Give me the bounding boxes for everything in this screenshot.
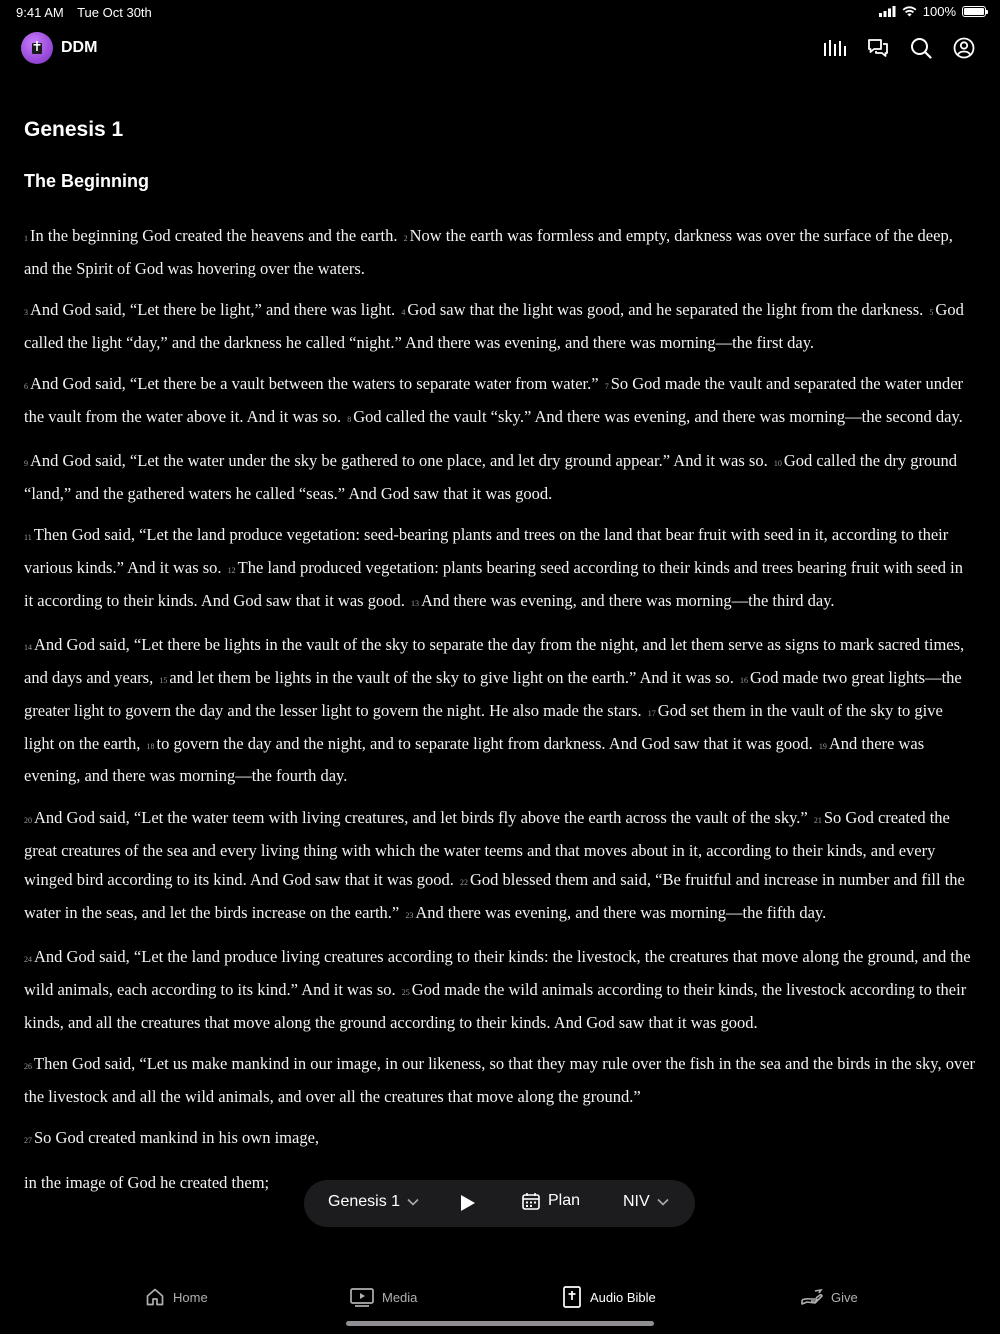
verse-paragraph [24, 1123, 976, 1156]
cellular-signal-icon [879, 6, 896, 17]
version-selector[interactable] [623, 1193, 670, 1211]
tab-home[interactable] [145, 1284, 208, 1310]
verse-text[interactable]: And there was evening, and there was morning—the fourth day. [24, 733, 925, 786]
battery-percent: 100% [922, 4, 956, 19]
tab-audio-bible[interactable] [562, 1284, 656, 1310]
verse-text[interactable]: So God created mankind in his own image, [34, 1128, 320, 1148]
verse-paragraph [24, 1049, 976, 1112]
verse-number[interactable]: 10 [773, 459, 782, 469]
tab-media[interactable] [350, 1284, 417, 1310]
verse-paragraph [24, 942, 976, 1037]
play-icon [460, 1194, 476, 1212]
verse-text[interactable]: God made the wild animals according to their kinds, the livestock according to their kinds, and all the creatures that move along the ground according to their kinds. And God saw that it was good. [24, 980, 967, 1033]
verse-number[interactable]: 25 [401, 988, 410, 998]
status-time: 9:41 AM [16, 5, 64, 20]
search-icon[interactable] [909, 36, 933, 60]
account-icon[interactable] [952, 36, 976, 60]
verse-number[interactable]: 4 [401, 308, 406, 318]
verse-number[interactable]: 11 [24, 533, 32, 543]
chat-icon[interactable] [866, 36, 890, 60]
verse-text[interactable]: God called the vault “sky.” And there was evening, and there was morning—the second day. [353, 406, 963, 426]
give-icon [801, 1289, 823, 1305]
verse-text[interactable]: So God made the vault and separated the water under the vault from the water above it. And it was so. [24, 374, 964, 426]
verse-number[interactable]: 1 [24, 234, 28, 243]
verse-paragraph [24, 221, 976, 284]
verse-text[interactable]: And God said, “Let the land produce living creatures according to their kinds: the livestock, the creatures that move along the ground, and the wild animals, each according to its kind.” And it was so. [24, 947, 971, 1000]
section-heading: The Beginning [24, 171, 149, 191]
chevron-down-icon [406, 1197, 420, 1207]
verse-text[interactable]: in the image of God he created them; [24, 1172, 270, 1192]
app-name: DDM [61, 39, 98, 56]
chapter-selector-label: Genesis 1 [328, 1193, 401, 1210]
app-logo[interactable] [21, 32, 53, 64]
verse-number[interactable]: 21 [813, 815, 822, 825]
verse-text[interactable]: And God said, “Let there be light,” and there was light. [30, 300, 396, 320]
verse-number[interactable]: 22 [460, 878, 468, 888]
tab-bar [0, 1280, 1000, 1314]
bible-content [24, 115, 976, 1270]
plan-label: Plan [548, 1192, 581, 1209]
calendar-icon [522, 1192, 540, 1210]
verse-text[interactable]: And there was evening, and there was morning—the third day. [420, 590, 835, 610]
plan-button[interactable] [522, 1192, 580, 1210]
verse-paragraph [24, 803, 976, 931]
verse-number[interactable]: 5 [929, 308, 934, 318]
verse-text[interactable]: Then God said, “Let us make mankind in our image, in our likeness, so that they may rule over the fish in the sea and the birds in the sky, over the livestock and all the wild animals, and over all the creatures that move along the ground.” [24, 1054, 976, 1107]
verse-number[interactable]: 19 [818, 741, 827, 751]
status-date: Tue Oct 30th [77, 5, 152, 20]
tab-give-label: Give [831, 1289, 858, 1305]
verse-paragraph [24, 369, 976, 435]
wifi-icon [902, 6, 917, 17]
tab-home-label: Home [173, 1289, 208, 1305]
verse-number[interactable]: 9 [24, 459, 28, 469]
verse-paragraph [24, 520, 976, 618]
tab-audio-bible-label: Audio Bible [590, 1289, 656, 1305]
verse-text[interactable]: And God said, “Let there be a vault between the waters to separate water from water.” [30, 374, 599, 394]
bible-cross-icon [29, 40, 45, 56]
verse-text[interactable]: Now the earth was formless and empty, darkness was over the surface of the deep, and the Spirit of God was hovering over the waters. [24, 226, 953, 278]
verse-text[interactable]: to govern the day and the night, and to separate light from darkness. And God saw that it was good. [156, 733, 813, 753]
tab-give[interactable] [801, 1284, 858, 1310]
audio-bars-icon[interactable] [823, 36, 847, 60]
verse-text[interactable]: God made two great lights—the greater light to govern the day and the lesser light to govern the night. He also made the stars. [24, 668, 962, 720]
verse-text[interactable]: God set them in the vault of the sky to give light on the earth, [24, 700, 943, 753]
verse-paragraph [24, 446, 976, 509]
verse-number[interactable]: 12 [227, 566, 236, 576]
verse-text[interactable]: God blessed them and said, “Be fruitful and increase in number and fill the water in the seas, and let the birds increase on the earth.” [24, 870, 965, 923]
verse-number[interactable]: 23 [405, 911, 414, 921]
verses-container [24, 221, 976, 1198]
status-bar [0, 0, 1000, 24]
verse-text[interactable]: Then God said, “Let the land produce vegetation: seed-bearing plants and trees on the land that bear fruit with seed in it, according to their various kinds.” And it was so. [24, 525, 949, 578]
verse-text[interactable]: And God said, “Let the water teem with living creatures, and let birds fly above the earth across the vault of the sky.” [34, 807, 808, 827]
verse-text[interactable]: God called the light “day,” and the darkness he called “night.” And there was evening, and there was morning—the first day. [24, 300, 964, 352]
verse-number[interactable]: 18 [146, 741, 155, 751]
verse-text[interactable]: And there was evening, and there was morning—the fifth day. [415, 903, 827, 923]
verse-number[interactable]: 26 [24, 1062, 32, 1072]
tab-media-label: Media [382, 1289, 418, 1305]
audio-player-bar [304, 1180, 695, 1227]
chapter-selector[interactable] [328, 1193, 420, 1211]
home-icon [145, 1287, 165, 1307]
verse-text[interactable]: God saw that the light was good, and he separated the light from the darkness. [407, 300, 924, 320]
verse-text[interactable]: And God said, “Let there be lights in the vault of the sky to separate the day from the night, and let them serve as signs to mark sacred times, and days and years, [24, 635, 965, 688]
chevron-down-icon [656, 1197, 670, 1207]
verse-number[interactable]: 6 [24, 382, 28, 392]
verse-paragraph [24, 630, 976, 791]
home-indicator [346, 1321, 654, 1326]
verse-text[interactable]: And God said, “Let the water under the sky be gathered to one place, and let dry ground appear.” And it was so. [30, 451, 768, 471]
verse-paragraph [24, 295, 976, 358]
battery-icon [962, 6, 986, 17]
play-button[interactable] [460, 1192, 480, 1214]
verse-number[interactable]: 3 [24, 308, 28, 318]
bible-icon [562, 1286, 582, 1308]
verse-number[interactable]: 8 [347, 414, 352, 424]
verse-text[interactable]: So God created the great creatures of the sea and every living thing with which the water teems and that moves about in it, according to their kinds, and every winged bird according to its kind. And God saw that it was good. [24, 807, 950, 890]
verse-number[interactable]: 27 [24, 1136, 32, 1146]
verse-text[interactable]: The land produced vegetation: plants bearing seed according to their kinds and trees bearing fruit with seed in it according to their kinds. And God saw that it was good. [24, 558, 963, 610]
verse-text[interactable]: In the beginning God created the heavens and the earth. [30, 226, 398, 245]
app-header [0, 30, 1000, 66]
verse-number[interactable]: 15 [159, 676, 168, 686]
verse-number[interactable]: 13 [410, 598, 419, 608]
verse-text[interactable]: and let them be lights in the vault of the sky to give light on the earth.” And it was so. [169, 668, 734, 688]
chapter-title: Genesis 1 [24, 118, 124, 141]
verse-number[interactable]: 14 [24, 643, 32, 653]
version-label: NIV [623, 1193, 650, 1210]
verse-number[interactable]: 17 [647, 708, 656, 718]
verse-number[interactable]: 2 [403, 234, 408, 243]
verse-number[interactable]: 16 [740, 676, 749, 686]
verse-text[interactable]: God called the dry ground “land,” and the gathered waters he called “seas.” And God saw that it was good. [24, 451, 958, 504]
verse-number[interactable]: 24 [24, 955, 32, 965]
media-icon [350, 1287, 374, 1307]
verse-number[interactable]: 20 [24, 815, 32, 825]
verse-number[interactable]: 7 [604, 382, 609, 392]
